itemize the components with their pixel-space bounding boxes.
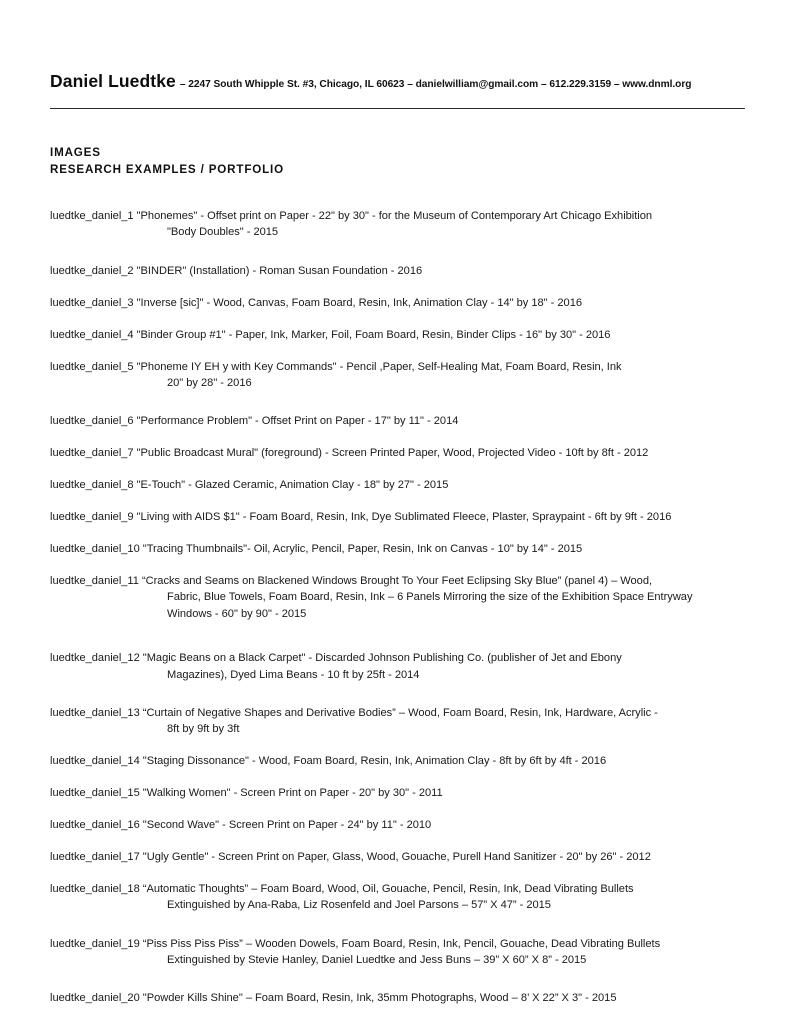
portfolio-entry <box>50 573 750 622</box>
portfolio-entry <box>50 327 750 343</box>
entry-primary-line: luedtke_daniel_8 "E-Touch" - Glazed Ceramic, Animation Clay - 18" by 27" - 2015 <box>50 479 449 492</box>
section-headings <box>50 144 650 178</box>
portfolio-entry <box>50 753 750 769</box>
entry-continuation-line: 20" by 28" - 2016 <box>167 376 252 389</box>
entry-continuation-line: Fabric, Blue Towels, Foam Board, Resin, Ink – 6 Panels Mirroring the size of the Exhibition Space Entryway <box>167 591 693 604</box>
entry-primary-line: luedtke_daniel_15 "Walking Women" - Screen Print on Paper - 20" by 30" - 2011 <box>50 787 443 800</box>
letterhead-content <box>50 72 746 92</box>
entry-continuation-line: Extinguished by Stevie Hanley, Daniel Luedtke and Jess Buns – 39” X 60” X 8” - 2015 <box>167 954 587 967</box>
entry-primary-line: luedtke_daniel_5 "Phoneme IY EH y with Key Commands" - Pencil ,Paper, Self-Healing Mat, Foam Board, Resin, Ink <box>50 360 622 373</box>
portfolio-entry <box>50 849 750 865</box>
entry-primary-line: luedtke_daniel_3 "Inverse [sic]" - Wood, Canvas, Foam Board, Resin, Ink, Animation Clay - 14" by 18" - 2016 <box>50 296 583 309</box>
portfolio-entry <box>50 413 750 429</box>
entry-primary-line: luedtke_daniel_2 "BINDER" (Installation) - Roman Susan Foundation - 2016 <box>50 264 423 277</box>
entry-primary-line: luedtke_daniel_9 "Living with AIDS $1" - Foam Board, Resin, Ink, Dye Sublimated Fleece, Plaster, Spraypaint - 6ft by 9ft - 2016 <box>50 511 672 524</box>
entry-primary-line: luedtke_daniel_16 "Second Wave" - Screen Print on Paper - 24" by 11" - 2010 <box>50 819 432 832</box>
header-divider <box>50 108 745 109</box>
section-heading-research-examples: RESEARCH EXAMPLES / PORTFOLIO <box>50 163 284 176</box>
portfolio-entry <box>50 650 750 683</box>
portfolio-entry <box>50 541 750 557</box>
entry-primary-line: luedtke_daniel_7 "Public Broadcast Mural" (foreground) - Screen Printed Paper, Wood, Projected Video - 10ft by 8ft - 2012 <box>50 447 649 460</box>
entry-primary-line: luedtke_daniel_1 "Phonemes" - Offset print on Paper - 22" by 30" - for the Museum of Contemporary Art Chicago Exhibition <box>50 210 653 222</box>
portfolio-entry <box>50 817 750 833</box>
contact-info: – 2247 South Whipple St. #3, Chicago, IL 60623 – danielwilliam@gmail.com – 612.229.3159 – www.dnml.org <box>179 79 692 90</box>
portfolio-entry <box>50 509 750 525</box>
portfolio-entry-list <box>50 208 750 1022</box>
entry-primary-line: luedtke_daniel_20 "Powder Kills Shine" – Foam Board, Resin, Ink, 35mm Photographs, Wood – 8’ X 22” X 3" - 2015 <box>50 992 617 1005</box>
portfolio-entry <box>50 295 750 311</box>
entry-primary-line: luedtke_daniel_18 “Automatic Thoughts” – Foam Board, Wood, Oil, Gouache, Pencil, Resin, Ink, Dead Vibrating Bullets <box>50 882 634 895</box>
owner-name: Daniel Luedtke <box>50 71 176 91</box>
entry-primary-line: luedtke_daniel_4 "Binder Group #1" - Paper, Ink, Marker, Foil, Foam Board, Resin, Binder Clips - 16" by 30" - 2016 <box>50 328 611 341</box>
portfolio-entry <box>50 785 750 801</box>
section-heading-images: IMAGES <box>50 146 101 159</box>
portfolio-entry <box>50 208 750 241</box>
portfolio-entry <box>50 936 750 969</box>
portfolio-entry <box>50 881 750 914</box>
entry-primary-line: luedtke_daniel_11 “Cracks and Seams on Blackened Windows Brought To Your Feet Eclipsing Sky Blue” (panel 4) – Wood, <box>50 574 653 587</box>
entry-continuation-line: 8ft by 9ft by 3ft <box>167 723 240 736</box>
entry-primary-line: luedtke_daniel_13 “Curtain of Negative Shapes and Derivative Bodies” – Wood, Foam Board, Resin, Ink, Hardware, Acrylic - <box>50 706 658 719</box>
entry-continuation-line: Magazines), Dyed Lima Beans - 10 ft by 25ft - 2014 <box>167 668 420 681</box>
portfolio-entry <box>50 445 750 461</box>
letterhead <box>50 72 746 92</box>
portfolio-entry <box>50 477 750 493</box>
entry-primary-line: luedtke_daniel_12 "Magic Beans on a Black Carpet" - Discarded Johnson Publishing Co. (publisher of Jet and Ebony <box>50 652 622 665</box>
entry-continuation-line: Windows - 60" by 90" - 2015 <box>167 607 307 620</box>
entry-primary-line: luedtke_daniel_10 "Tracing Thumbnails"- Oil, Acrylic, Pencil, Paper, Resin, Ink on Canvas - 10" by 14" - 2015 <box>50 542 583 555</box>
portfolio-entry <box>50 263 750 279</box>
entry-continuation-line: Extinguished by Ana-Raba, Liz Rosenfeld and Joel Parsons – 57” X 47” - 2015 <box>167 899 551 912</box>
entry-continuation-line: "Body Doubles" - 2015 <box>167 226 279 239</box>
portfolio-entry <box>50 705 750 738</box>
entry-primary-line: luedtke_daniel_19 “Piss Piss Piss Piss” – Wooden Dowels, Foam Board, Resin, Ink, Pencil, Gouache, Dead Vibrating Bullets <box>50 937 661 950</box>
entry-primary-line: luedtke_daniel_6 "Performance Problem" - Offset Print on Paper - 17" by 11" - 2014 <box>50 415 459 428</box>
entry-primary-line: luedtke_daniel_14 "Staging Dissonance" - Wood, Foam Board, Resin, Ink, Animation Clay - 8ft by 6ft by 4ft - 2016 <box>50 755 607 768</box>
portfolio-entry <box>50 990 750 1006</box>
entry-primary-line: luedtke_daniel_17 "Ugly Gentle" - Screen Print on Paper, Glass, Wood, Gouache, Purell Hand Sanitizer - 20" by 26" - 2012 <box>50 850 651 863</box>
portfolio-entry <box>50 359 750 392</box>
